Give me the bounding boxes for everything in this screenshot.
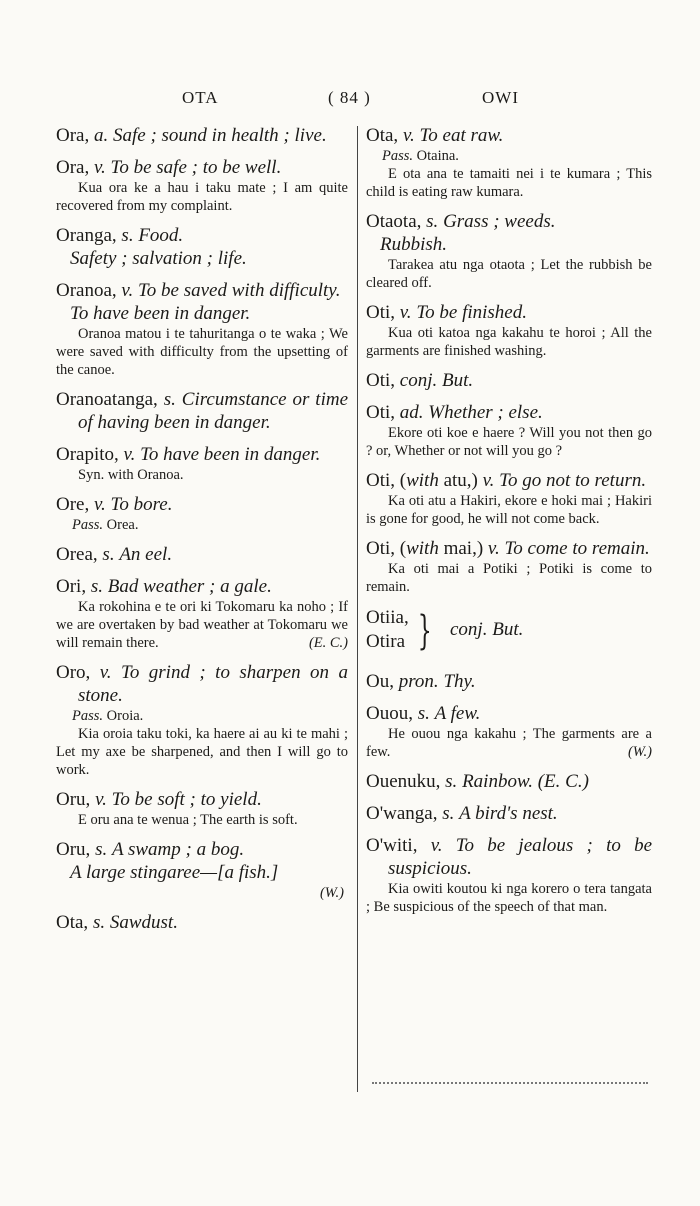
headword: Ora, [56,125,90,146]
definition: Food. [138,225,184,246]
definition: A swamp ; a bog. [111,839,245,860]
headword: Ota, [366,125,399,146]
header-left-guideword: OTA [182,88,219,107]
attribution: (E. C.) [537,771,589,792]
example: Ka rokohina e te ori ki Tokomaru ka noho ; If we are overtaken by bad weather at Tokomaru we will remain there. (E. C.) [56,599,348,651]
part-of-speech: v. [482,470,495,491]
passive-word: Orea. [106,517,139,533]
part-of-speech: v. [93,494,106,515]
example: Ekore oti koe e haere ? Will you not then go ? or, Whether or not will you go ? [366,425,652,459]
headword: Oro, [56,662,91,683]
headword: Oranga, [56,225,117,246]
entry-oti-conj [366,369,652,392]
passive-form [56,707,348,725]
definition: Thy. [443,671,476,692]
headword: Orea, [56,544,98,565]
particle: mai,) [438,538,484,559]
part-of-speech: conj. [399,370,438,391]
example: Tarakea atu nga otaota ; Let the rubbish be cleared off. [366,257,652,291]
definition: To be safe ; to be well. [110,157,282,178]
headword: Oti, [366,302,396,323]
headword: Oti, [366,370,396,391]
entry-ou [366,670,652,693]
attribution: (W.) [319,885,344,901]
part-of-speech: ad. [399,402,424,423]
part-of-speech: s. [90,576,103,597]
passive-form [366,147,652,165]
entry-oti-v [366,301,652,360]
definition: To be soft ; to yield. [111,789,262,810]
definition: Safe ; sound in health ; live. [112,125,327,146]
example: E oru ana te wenua ; The earth is soft. [78,812,298,828]
headword: O'wanga, [366,803,438,824]
header-right-guideword: OWI [482,88,519,107]
attribution: (E. C.) [308,635,348,651]
headword: Ori, [56,576,87,597]
headword-otira: Otira [366,631,406,652]
example: Kia owiti koutou ki nga korero o tera tangata ; Be suspicious of the speech of that man. [366,881,652,915]
headword: Ota, [56,912,89,933]
definition: A bird's nest. [459,803,558,824]
headword: Oti, [366,402,396,423]
definition: To grind ; to sharpen on a stone. [78,662,349,706]
headword: Ou, [366,671,394,692]
definition: Circumstance or time of having been in danger. [78,389,349,433]
passive-label: Pass. [72,708,104,724]
example: E ota ana te tamaiti nei i te kumara ; This child is eating raw kumara. [366,166,652,200]
headword: Ouou, [366,703,413,724]
definition: But. [442,370,474,391]
definition: Grass ; weeds. [443,211,556,232]
definition: To go not to return. [499,470,647,491]
brace-glyph: } [417,608,432,654]
entry-oranoa [56,279,348,379]
part-of-speech: pron. [398,671,439,692]
part-of-speech: v. [121,280,134,301]
headword: Ouenuku, [366,771,441,792]
right-column [366,124,652,925]
definition: Bad weather ; a gale. [107,576,272,597]
running-header [0,88,700,112]
headword: Ore, [56,494,90,515]
part-of-speech: v. [399,302,412,323]
entry-otiia-otira [366,605,652,661]
with-label: with [406,538,439,559]
definition: To be saved with difficulty. [137,280,341,301]
entry-ota-s [56,911,348,934]
part-of-speech: v. [123,444,136,465]
entry-ora-v [56,156,348,215]
part-of-speech: v. [99,662,112,683]
end-ornament-rule [372,1082,648,1088]
secondary-definition: Rubbish. [380,234,448,255]
entry-owanga [366,802,652,825]
headword: Oti, ( [366,470,407,491]
entry-oru-s [56,838,348,902]
entry-oranga [56,224,348,270]
definition: To eat raw. [419,125,504,146]
part-of-speech: s. [163,389,176,410]
definition: Rainbow. [462,771,533,792]
page-number: ( 84 ) [328,88,371,107]
part-of-speech: v. [93,157,106,178]
definition: A few. [434,703,481,724]
particle: atu,) [438,470,478,491]
entry-otaota [366,210,652,292]
entry-ota-v [366,124,652,201]
example: Syn. with Oranoa. [78,467,184,483]
headword-otiia: Otiia, [366,607,409,628]
definition: To come to remain. [504,538,650,559]
definition: To be jealous ; to be suspicious. [388,835,653,879]
definition: Sawdust. [109,912,178,933]
entry-ouou [366,702,652,761]
example: Kia oroia taku toki, ka haere ai au ki te mahi ; Let my axe be sharpened, and then I will go to work. [56,726,348,778]
definition: conj. But. [450,619,524,640]
definition: An eel. [119,544,173,565]
secondary-definition: To have been in danger. [70,303,251,324]
entry-owiti [366,834,652,916]
part-of-speech: v. [487,538,500,559]
example: Kua oti katoa nga kakahu te horoi ; All the garments are finished washing. [366,325,652,359]
definition: Whether ; else. [428,402,543,423]
column-divider [357,126,358,1092]
headword: Oranoatanga, [56,389,158,410]
passive-word: Oroia. [106,708,144,724]
part-of-speech: v. [430,835,443,856]
attribution: (W.) [627,744,652,760]
example: Kua ora ke a hau i taku mate ; I am quite recovered from my complaint. [56,180,348,214]
headword: Oru, [56,839,91,860]
headword: Orapito, [56,444,119,465]
passive-form [56,516,348,534]
passive-label: Pass. [382,148,414,164]
entry-ora-a [56,124,348,147]
headword: Oranoa, [56,280,117,301]
part-of-speech: s. [417,703,430,724]
entry-oro [56,661,348,779]
headword: O'witi, [366,835,418,856]
part-of-speech: s. [442,803,455,824]
part-of-speech: s. [102,544,115,565]
entry-ori [56,575,348,652]
definition: To be finished. [416,302,527,323]
part-of-speech: s. [121,225,134,246]
headword: Ora, [56,157,90,178]
entry-ore [56,493,348,534]
secondary-definition: A large stingaree—[a fish.] [70,862,279,883]
entry-oti-ad [366,401,652,460]
part-of-speech: s. [445,771,458,792]
entry-ouenuku [366,770,652,793]
definition: To bore. [110,494,173,515]
part-of-speech: v. [95,789,107,810]
example: Ka oti mai a Potiki ; Potiki is come to remain. [366,561,652,595]
entry-orea [56,543,348,566]
passive-word: Otaina. [416,148,459,164]
entry-oti-with-atu [366,469,652,528]
left-column [56,124,348,943]
entry-orapito [56,443,348,484]
headword: Oru, [56,789,91,810]
example: He ouou nga kakahu ; The garments are a few. (W.) [366,726,652,760]
part-of-speech: a. [93,125,109,146]
example: Ka oti atu a Hakiri, ekore e hoki mai ; Hakiri is gone for good, he will not come back. [366,493,652,527]
passive-label: Pass. [72,517,104,533]
part-of-speech: s. [426,211,439,232]
part-of-speech: s. [92,912,106,933]
headword: Otaota, [366,211,422,232]
entry-oru-v [56,788,348,829]
entry-oranoatanga [56,388,348,434]
example: Oranoa matou i te tahuritanga o te waka ; We were saved with difficulty from the upsetting of the canoe. [56,326,348,378]
entry-oti-with-mai [366,537,652,596]
secondary-definition: Safety ; salvation ; life. [70,248,247,269]
with-label: with [406,470,439,491]
headword: Oti, ( [366,538,407,559]
part-of-speech: v. [402,125,415,146]
definition: To have been in danger. [140,444,321,465]
part-of-speech: s. [95,839,108,860]
